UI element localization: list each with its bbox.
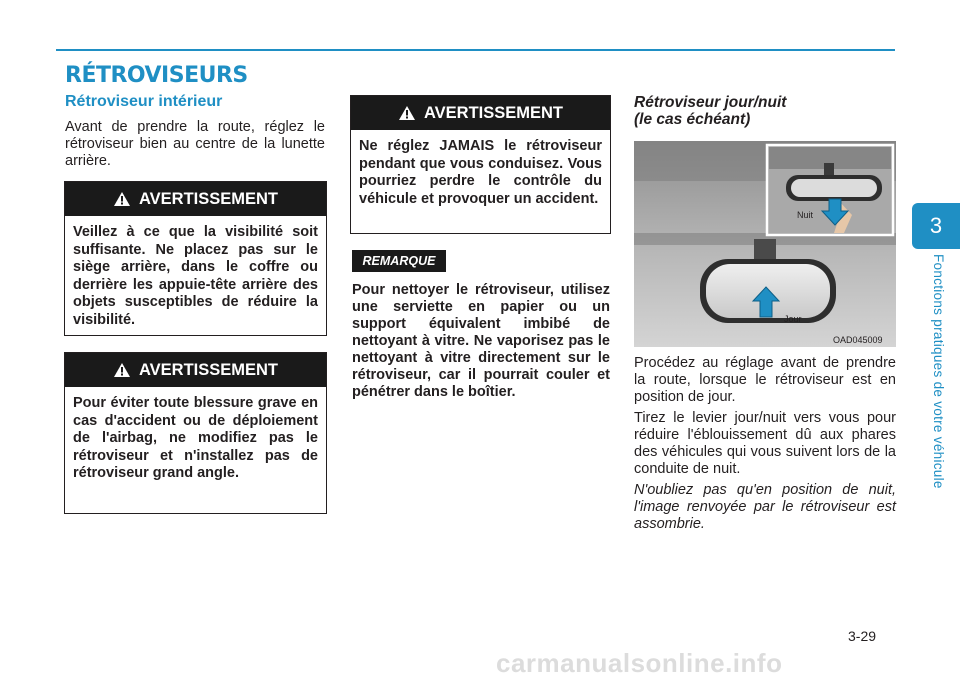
warning-text: Pour éviter toute blessure grave en cas d'accident ou de déploiement de l'airbag, ne modifiez pas le rétroviseur et n'installez pas de rétroviseur grand angle.: [73, 395, 318, 481]
label-night: Nuit: [797, 210, 814, 220]
warning-box-driving: [350, 95, 611, 234]
top-rule: [56, 49, 895, 51]
day-night-para-1: Procédez au réglage avant de prendre la route, lorsque le rétroviseur est en position de jour.: [634, 355, 896, 405]
chapter-tab[interactable]: 3: [912, 203, 960, 249]
warning-header: [65, 182, 326, 216]
interior-intro: Avant de prendre la route, réglez le rétroviseur bien au centre de la lunette arrière.: [65, 119, 325, 169]
chapter-title: Fonctions pratiques de votre véhicule: [931, 254, 946, 489]
warning-header-label: AVERTISSEMENT: [138, 189, 279, 208]
warning-triangle-icon: [113, 191, 131, 207]
watermark: carmanualsonline.info: [496, 648, 783, 678]
day-night-heading-line1: Rétroviseur jour/nuit: [634, 94, 787, 111]
warning-box-airbag: [64, 352, 327, 514]
day-night-heading-line2: (le cas échéant): [634, 111, 751, 128]
section-title: RÉTROVISEURS: [65, 63, 248, 88]
mirror-photo: [634, 141, 896, 347]
warning-header: [351, 96, 610, 130]
warning-text: Ne réglez JAMAIS le rétroviseur pendant que vous conduisez. Vous pourriez perdre le contrôle du véhicule et provoquer un accident.: [359, 138, 602, 207]
remarque-text: Pour nettoyer le rétroviseur, utilisez une serviette en papier ou un support équivalent imbibé de nettoyant à vitre. Ne vaporisez pas le nettoyant à vitre directement sur le rétroviseur, car il pourrait couler et pénétrer dans le boîtier.: [352, 282, 610, 400]
warning-triangle-icon: [398, 105, 416, 121]
mirror-illustration: [634, 141, 896, 347]
label-day: Jour: [784, 314, 802, 324]
warning-header: [65, 353, 326, 387]
warning-header-label: AVERTISSEMENT: [138, 360, 279, 379]
day-night-heading: [634, 94, 786, 128]
warning-text: Veillez à ce que la visibilité soit suffisante. Ne placez pas sur le siège arrière, dans le coffre ou derrière les appuie-tête arrière des objets susceptibles de réduire la visibilité.: [73, 224, 318, 328]
warning-triangle-icon: [113, 362, 131, 378]
warning-box-visibility: [64, 181, 327, 336]
day-night-para-2: Tirez le levier jour/nuit vers vous pour réduire l'éblouissement dû aux phares des véhicules qui vous suivent lors de la conduite de nuit.: [634, 410, 896, 477]
page-number: 3-29: [848, 628, 877, 644]
day-night-para-3: N'oubliez pas qu'en position de nuit, l'image renvoyée par le rétroviseur est assombrie.: [634, 482, 896, 532]
interior-mirror-heading: Rétroviseur intérieur: [65, 93, 223, 110]
remarque-badge: REMARQUE: [352, 250, 446, 272]
image-code: OAD045009: [833, 335, 883, 345]
warning-header-label: AVERTISSEMENT: [423, 103, 564, 122]
